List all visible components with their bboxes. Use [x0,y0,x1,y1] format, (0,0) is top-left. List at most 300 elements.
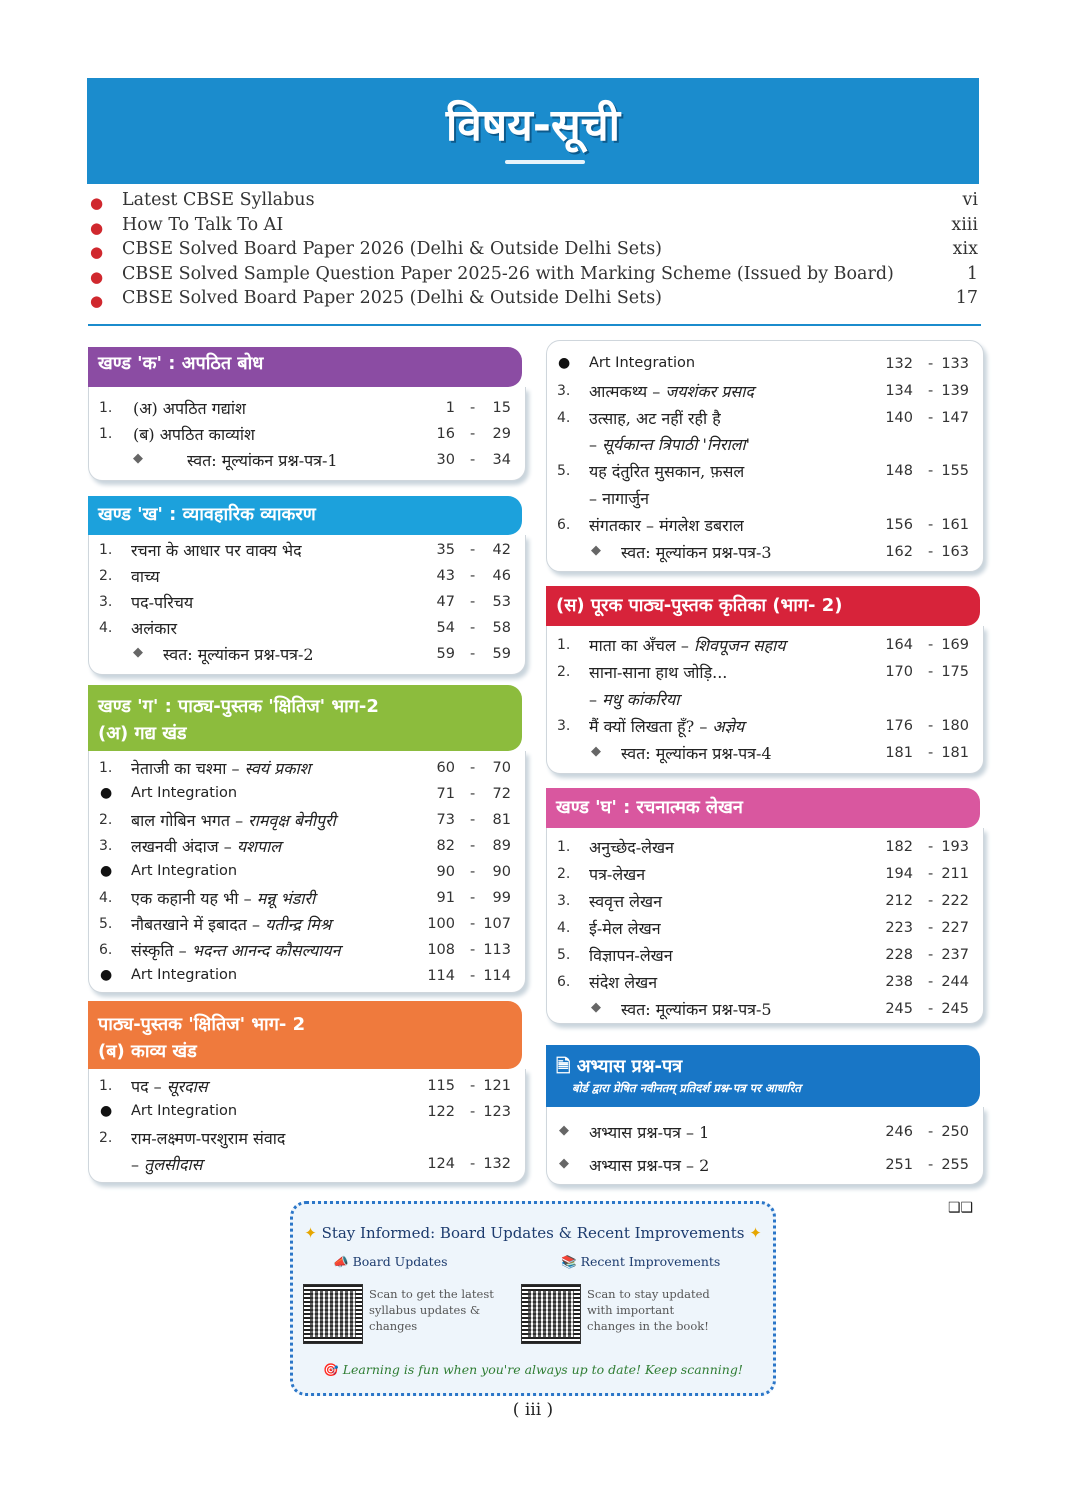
toc-row [547,917,983,943]
page-end: 42 [492,542,511,558]
page-start: 1 [445,400,455,416]
page-start: 100 [427,916,455,932]
intro-label: CBSE Solved Sample Question Paper 2025-26 with Marking Scheme (Issued by Board) [122,263,894,284]
bullet-icon: ● [558,355,571,371]
board-updates-heading [333,1254,448,1270]
page-start: 90 [436,864,455,880]
item-number: 6. [557,974,571,990]
page-end: 34 [492,452,511,468]
toc-row [89,449,525,475]
page-range-dash: - [470,864,476,880]
item-title [589,1121,709,1143]
page-start: 132 [885,356,913,372]
toc-row [89,887,525,913]
page-range-dash: - [928,1124,934,1140]
item-title [131,1127,285,1149]
item-number: 2. [99,812,113,828]
page-end: 29 [492,426,511,442]
toc-row [89,591,525,617]
item-title-text: पद – [131,1077,167,1096]
page-range-dash: - [928,893,934,909]
page-range-dash: - [928,866,934,882]
item-title [589,460,744,482]
toc-row [547,863,983,889]
page-end: 107 [483,916,511,932]
section-heading-line: खण्ड 'ग' : पाठ्य-पुस्तक 'क्षितिज' भाग-2 [98,696,379,717]
bullet-icon: ● [90,243,104,261]
page-range-dash: - [928,356,934,372]
item-title [589,944,673,966]
page-end: 193 [941,839,969,855]
diamond-icon: ◆ [591,542,601,558]
toc-row [547,1121,983,1147]
bullet-icon: ● [90,194,104,212]
page-end: 121 [483,1078,511,1094]
page-start: 35 [436,542,455,558]
page-end: 237 [941,947,969,963]
info-title [293,1224,773,1242]
toc-row [547,353,983,379]
section-heading-line: पाठ्य-पुस्तक 'क्षितिज' भाग- 2 [98,1014,306,1035]
item-title-text: पत्र-लेखन [589,865,646,884]
item-number: 3. [557,718,571,734]
item-title [589,407,721,429]
page-range-dash: - [928,637,934,653]
item-title-text: विज्ञापन-लेखन [589,946,673,965]
toc-row [89,835,525,861]
intro-page: 1 [966,263,978,284]
item-number: 2. [557,664,571,680]
page-range-dash: - [928,516,934,533]
page-start: 212 [885,893,913,909]
page-end: 114 [483,968,511,984]
section-heading: (स) पूरक पाठ्य-पुस्तक कृतिका (भाग- 2) [546,586,980,626]
section-body [88,751,526,993]
recent-improvements-heading [561,1254,720,1270]
page-range-dash: - [928,664,934,680]
page-end: 123 [483,1104,511,1120]
page-end: 211 [941,866,969,882]
page-end: 46 [492,568,511,584]
item-number: 4. [557,409,571,426]
item-number: 6. [557,516,571,533]
toc-row [547,634,983,660]
intro-page: xix [952,239,978,259]
page-range-dash: - [928,409,934,426]
toc-row [547,460,983,486]
bullet-icon: ● [90,218,104,237]
intro-label: How To Talk To AI [122,214,284,235]
section-heading [88,685,522,751]
toc-row [547,407,983,433]
page-start: 82 [436,838,455,854]
item-title-text: उत्साह, अट नहीं रही है [589,408,721,428]
bullet-icon: ● [100,1103,113,1119]
page-end: 132 [483,1156,511,1172]
item-author: भदन्त आनन्द कौसल्यायन [191,941,341,960]
page-range-dash: - [470,890,476,906]
item-title-text: स्वत: मूल्यांकन प्रश्न-पत्र-1 [187,451,338,470]
info-box [290,1201,776,1396]
toc-row [89,965,525,991]
item-title [187,449,338,471]
item-title-text: संगतकार – मंगलेश डबराल [589,515,744,535]
page-start: 245 [885,1001,913,1017]
page-number: ( iii ) [512,1400,554,1420]
toc-row [89,643,525,669]
item-title-text: ई-मेल लेखन [589,919,661,938]
bullet-icon: ● [100,967,113,983]
page-start: 140 [885,409,913,426]
item-title [131,565,160,587]
page-end: 113 [483,942,511,958]
page-end: 99 [492,890,511,906]
intro-label: CBSE Solved Board Paper 2025 (Delhi & Outside Delhi Sets) [122,288,663,308]
toc-row [89,939,525,965]
toc-row [547,688,983,714]
item-title-text: वाच्य [131,567,160,586]
item-title [621,742,772,764]
info-footer [293,1362,773,1378]
page-end: 90 [492,864,511,880]
item-title-text: स्वत: मूल्यांकन प्रश्न-पत्र-4 [621,744,772,763]
page-end: 244 [941,974,969,990]
intro-page: xiii [951,214,978,235]
page-end: 147 [941,409,969,426]
toc-row [89,423,525,449]
bullet-icon: ● [100,863,113,879]
page-title: विषय-सूची [445,100,621,151]
diamond-icon: ◆ [559,1156,569,1171]
page-end: 59 [492,646,511,662]
intro-label: CBSE Solved Board Paper 2026 (Delhi & Outside Delhi Sets) [122,239,663,259]
page-start: 251 [885,1157,913,1173]
page-range-dash: - [470,542,476,558]
item-title-text: बाल गोबिन भगत – [131,811,249,830]
item-title [621,998,772,1020]
section-heading [88,1001,522,1069]
page-start: 122 [427,1104,455,1120]
diamond-icon: ◆ [591,744,601,759]
intro-item [90,264,980,289]
item-author: यशपाल [236,837,282,856]
item-title [133,397,246,419]
intro-item [90,190,980,215]
section-heading: खण्ड 'ख' : व्यावहारिक व्याकरण [88,496,522,535]
section-subheading: बोर्ड द्वारा प्रेषित नवीनतम् प्रतिदर्श प्रश्न-पत्र पर आधारित [572,1081,801,1095]
section-heading-line: अभ्यास प्रश्न-पत्र [576,1056,683,1077]
item-title [131,887,315,909]
page-end: 169 [941,637,969,653]
page-start: 182 [885,839,913,855]
page-start: 238 [885,974,913,990]
end-marks: ❑❑ [948,1200,974,1216]
intro-list [90,190,980,313]
item-title-text: संस्कृति – [131,941,192,960]
item-title-text: अभ्यास प्रश्न-पत्र – 2 [589,1156,710,1175]
item-author: सूरदास [166,1077,208,1096]
page-range-dash: - [470,620,476,636]
toc-row [547,541,983,567]
section-body [546,1107,984,1185]
board-updates-text: Scan to get the latest syllabus updates & changes [369,1287,494,1333]
toc-row [547,433,983,459]
diamond-icon: ◆ [133,645,143,660]
page-end: 181 [941,745,969,761]
page-range-dash: - [928,1157,934,1173]
page-range-dash: - [470,400,476,416]
page-end: 175 [941,664,969,680]
item-number: 1. [99,426,113,442]
toc-row [547,890,983,916]
page-range-dash: - [928,463,934,480]
item-title [589,836,674,858]
page-start: 176 [885,718,913,734]
page-start: 148 [885,463,913,480]
item-title [131,1075,208,1097]
title-banner [87,78,979,184]
bullet-icon: ● [90,267,104,286]
page-end: 70 [492,760,511,776]
page-range-dash: - [928,839,934,855]
toc-row [89,617,525,643]
section-heading: खण्ड 'घ' : रचनात्मक लेखन [546,788,980,828]
page-start: 156 [885,516,913,533]
page-start: 162 [885,543,913,560]
item-author: अज्ञेय [712,717,745,736]
toc-row [89,1075,525,1101]
diamond-icon: ◆ [559,1123,569,1138]
item-title-text: राम-लक्ष्मण-परशुराम संवाद [131,1129,286,1148]
books-icon: 📚 [561,1254,577,1269]
item-number: 5. [557,947,571,963]
item-title: Art Integration [131,1103,238,1119]
info-title-text: Stay Informed: Board Updates & Recent Improvements [321,1224,745,1242]
page-start: 59 [436,646,455,662]
page-end: 81 [492,812,511,828]
item-title-text: स्वत: मूल्यांकन प्रश्न-पत्र-3 [621,542,772,562]
page-start: 30 [436,452,455,468]
toc-row [547,1154,983,1180]
sparkle-icon: ✦ [304,1224,317,1242]
item-author: शिवपूजन सहाय [693,636,786,655]
item-title-text: एक कहानी यह भी – [131,889,257,908]
page-end: 139 [941,382,969,399]
item-number: 2. [99,568,113,584]
item-title [131,757,311,779]
toc-row [547,487,983,513]
item-title-text: मैं क्यों लिखता हूँ? – [589,717,713,736]
page-start: 71 [436,786,455,802]
intro-page: vi [962,190,978,210]
page-end: 15 [492,400,511,416]
item-number: 5. [557,463,571,480]
item-title-text: नौबतखाने में इबादत – [131,915,266,934]
item-title-text: स्वत: मूल्यांकन प्रश्न-पत्र-2 [163,645,314,664]
page-start: 194 [885,866,913,882]
toc-row [547,715,983,741]
intro-item [90,288,980,313]
section-heading: खण्ड 'क' : अपठित बोध [88,347,522,387]
section-body [88,387,526,481]
toc-row [547,998,983,1024]
page-start: 181 [885,745,913,761]
section-heading-line: (ब) काव्य खंड [98,1041,197,1062]
item-title [131,809,336,831]
item-title-text: (ब) अपठित काव्यांश [133,425,255,444]
sparkle-icon: ✦ [749,1224,762,1242]
item-title [131,591,193,613]
item-title [131,835,281,857]
page-range-dash: - [470,838,476,854]
page-range-dash: - [470,594,476,610]
item-title-text: (अ) अपठित गद्यांश [133,399,246,418]
toc-row [89,565,525,591]
page-start: 16 [436,426,455,442]
item-author: रामवृक्ष बेनीपुरी [248,811,336,830]
item-title-text: – [589,435,603,455]
toc-row [89,397,525,423]
item-author: तुलसीदास [144,1155,203,1174]
page-end: 72 [492,786,511,802]
section-body [88,1069,526,1183]
page-start: 170 [885,664,913,680]
page-range-dash: - [470,426,476,442]
item-title [589,661,727,683]
target-icon: 🎯 [323,1362,339,1377]
item-title-text: यह दंतुरित मुसकान, फ़सल [589,462,745,482]
page-start: 108 [427,942,455,958]
page-end: 222 [941,893,969,909]
page-range-dash: - [928,1001,934,1017]
page-end: 180 [941,718,969,734]
toc-row [89,783,525,809]
item-title [589,917,661,939]
toc-row [547,944,983,970]
item-title-text: अनुच्छेद-लेखन [589,838,674,857]
page-range-dash: - [928,718,934,734]
recent-improvements-text: Scan to stay updated with important changes in the book! [587,1287,710,1333]
board-updates-qr-code[interactable] [303,1284,363,1344]
bullet-icon: ● [90,292,104,310]
toc-row [547,742,983,768]
page-range-dash: - [470,1104,476,1120]
section-body [546,828,984,1024]
page-range-dash: - [928,543,934,560]
item-title-text: पद-परिचय [131,593,194,612]
item-title-text: आत्मकथ्य – [589,381,666,401]
item-title [589,634,786,656]
item-number: 1. [557,637,571,653]
toc-row [89,861,525,887]
item-title-text: – [131,1155,145,1174]
item-title: Art Integration [131,863,238,879]
title-underline [505,160,585,164]
board-updates-label: Board Updates [352,1254,448,1269]
item-title-text: लखनवी अंदाज – [131,837,237,856]
divider [88,324,981,326]
item-title [589,1154,709,1176]
item-number: 6. [99,942,113,958]
item-number: 4. [99,620,113,636]
item-author: यतीन्द्र मिश्र [265,915,332,934]
item-number: 3. [99,594,113,610]
page-end: 250 [941,1124,969,1140]
item-title [163,643,314,665]
page-start: 114 [427,968,455,984]
item-number: 3. [99,838,113,854]
item-author: मधु कांकरिया [602,690,680,709]
page-end: 245 [941,1001,969,1017]
item-number: 2. [557,866,571,882]
toc-row [89,1153,525,1179]
page-end: 255 [941,1157,969,1173]
item-title: Art Integration [131,967,238,983]
page-end: 227 [941,920,969,936]
recent-improvements-label: Recent Improvements [580,1254,721,1269]
item-title-text: अभ्यास प्रश्न-पत्र – 1 [589,1123,710,1142]
page-range-dash: - [928,745,934,761]
section-body [546,340,984,572]
page-start: 134 [885,382,913,399]
item-title [133,423,255,445]
item-number: 3. [557,893,571,909]
page-range-dash: - [470,786,476,802]
item-title [589,487,649,509]
recent-improvements-qr-code[interactable] [521,1284,581,1344]
toc-row [547,661,983,687]
diamond-icon: ◆ [591,1000,601,1015]
page-range-dash: - [470,568,476,584]
item-title [589,715,744,737]
toc-row [547,836,983,862]
item-title-text: माता का अँचल – [589,636,694,655]
item-title [589,688,679,710]
item-title [131,913,331,935]
section-body [88,535,526,675]
item-title: Art Integration [589,355,696,371]
page-start: 91 [436,890,455,906]
item-number: 1. [99,400,113,416]
item-number: 1. [99,542,113,558]
toc-row [89,1101,525,1127]
page-start: 43 [436,568,455,584]
document-icon: 🗎 [556,1056,571,1077]
page-range-dash: - [470,968,476,984]
item-title: Art Integration [131,785,238,801]
page-range-dash: - [928,382,934,399]
page-range-dash: - [928,974,934,990]
item-title-text: स्वत: मूल्यांकन प्रश्न-पत्र-5 [621,1000,772,1019]
toc-row [547,971,983,997]
page-start: 164 [885,637,913,653]
toc-row [547,514,983,540]
toc-row [89,913,525,939]
item-title-text: – [589,690,603,709]
megaphone-icon: 📣 [333,1254,349,1269]
section-body [546,626,984,774]
page-range-dash: - [470,942,476,958]
item-title [131,539,302,561]
item-number: 4. [99,890,113,906]
item-title [589,433,750,455]
page-start: 60 [436,760,455,776]
page-end: 155 [941,463,969,480]
page-start: 246 [885,1124,913,1140]
item-title [131,617,177,639]
item-author: जयशंकर प्रसाद [665,381,754,401]
toc-row [89,757,525,783]
